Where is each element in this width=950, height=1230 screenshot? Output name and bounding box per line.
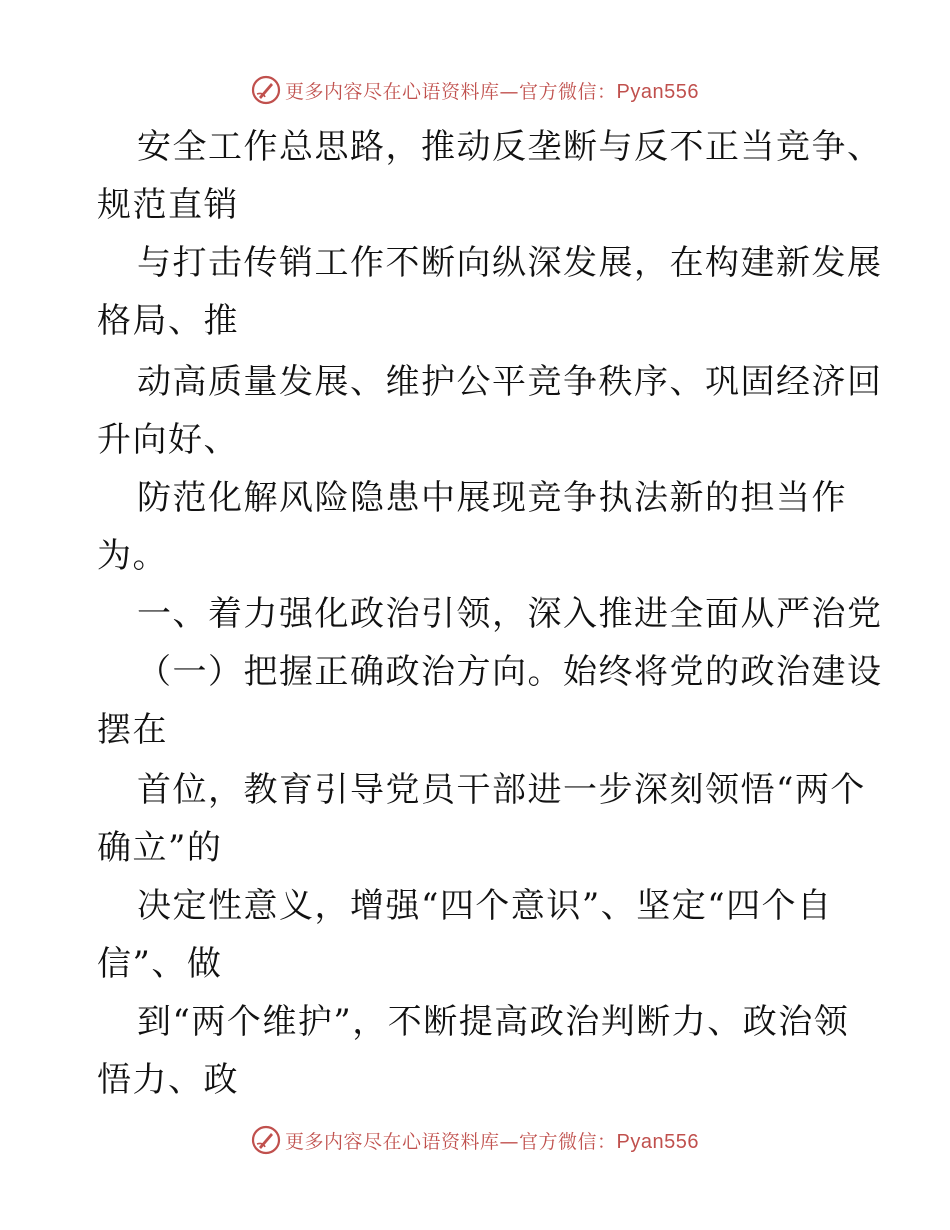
text-line: 到“两个维护”，不断提高政治判断力、政治领	[137, 1002, 850, 1042]
text-line: 信”、做	[97, 944, 223, 984]
text-line: 摆在	[97, 710, 168, 750]
text-line: 安全工作总思路，推动反垄断与反不正当竞争、	[137, 127, 883, 167]
text-line: 规范直销	[97, 185, 239, 225]
quill-logo-icon	[251, 75, 281, 105]
footer-watermark-banner	[0, 1122, 950, 1158]
text-line: 决定性意义，增强“四个意识”、坚定“四个自	[137, 886, 833, 926]
header-watermark-banner	[0, 72, 950, 108]
text-line: 动高质量发展、维护公平竞争秩序、巩固经济回	[137, 362, 883, 402]
header-banner-text: 更多内容尽在心语资料库—官方微信：Pyan556	[285, 80, 699, 103]
text-line: 防范化解风险隐患中展现竞争执法新的担当作	[137, 478, 847, 518]
text-line: 悟力、政	[97, 1060, 239, 1100]
text-line: 升向好、	[97, 420, 239, 460]
text-line: 一、着力强化政治引领，深入推进全面从严治党	[137, 594, 883, 634]
text-line: 为。	[97, 536, 168, 576]
text-line: 格局、推	[97, 301, 239, 341]
text-line: 确立”的	[97, 828, 223, 868]
quill-logo-icon	[251, 1125, 281, 1155]
text-line: （一）把握正确政治方向。始终将党的政治建设	[137, 652, 883, 692]
footer-banner-text: 更多内容尽在心语资料库—官方微信：Pyan556	[285, 1130, 699, 1153]
text-line: 与打击传销工作不断向纵深发展，在构建新发展	[137, 243, 883, 283]
text-line: 首位，教育引导党员干部进一步深刻领悟“两个	[137, 770, 866, 810]
